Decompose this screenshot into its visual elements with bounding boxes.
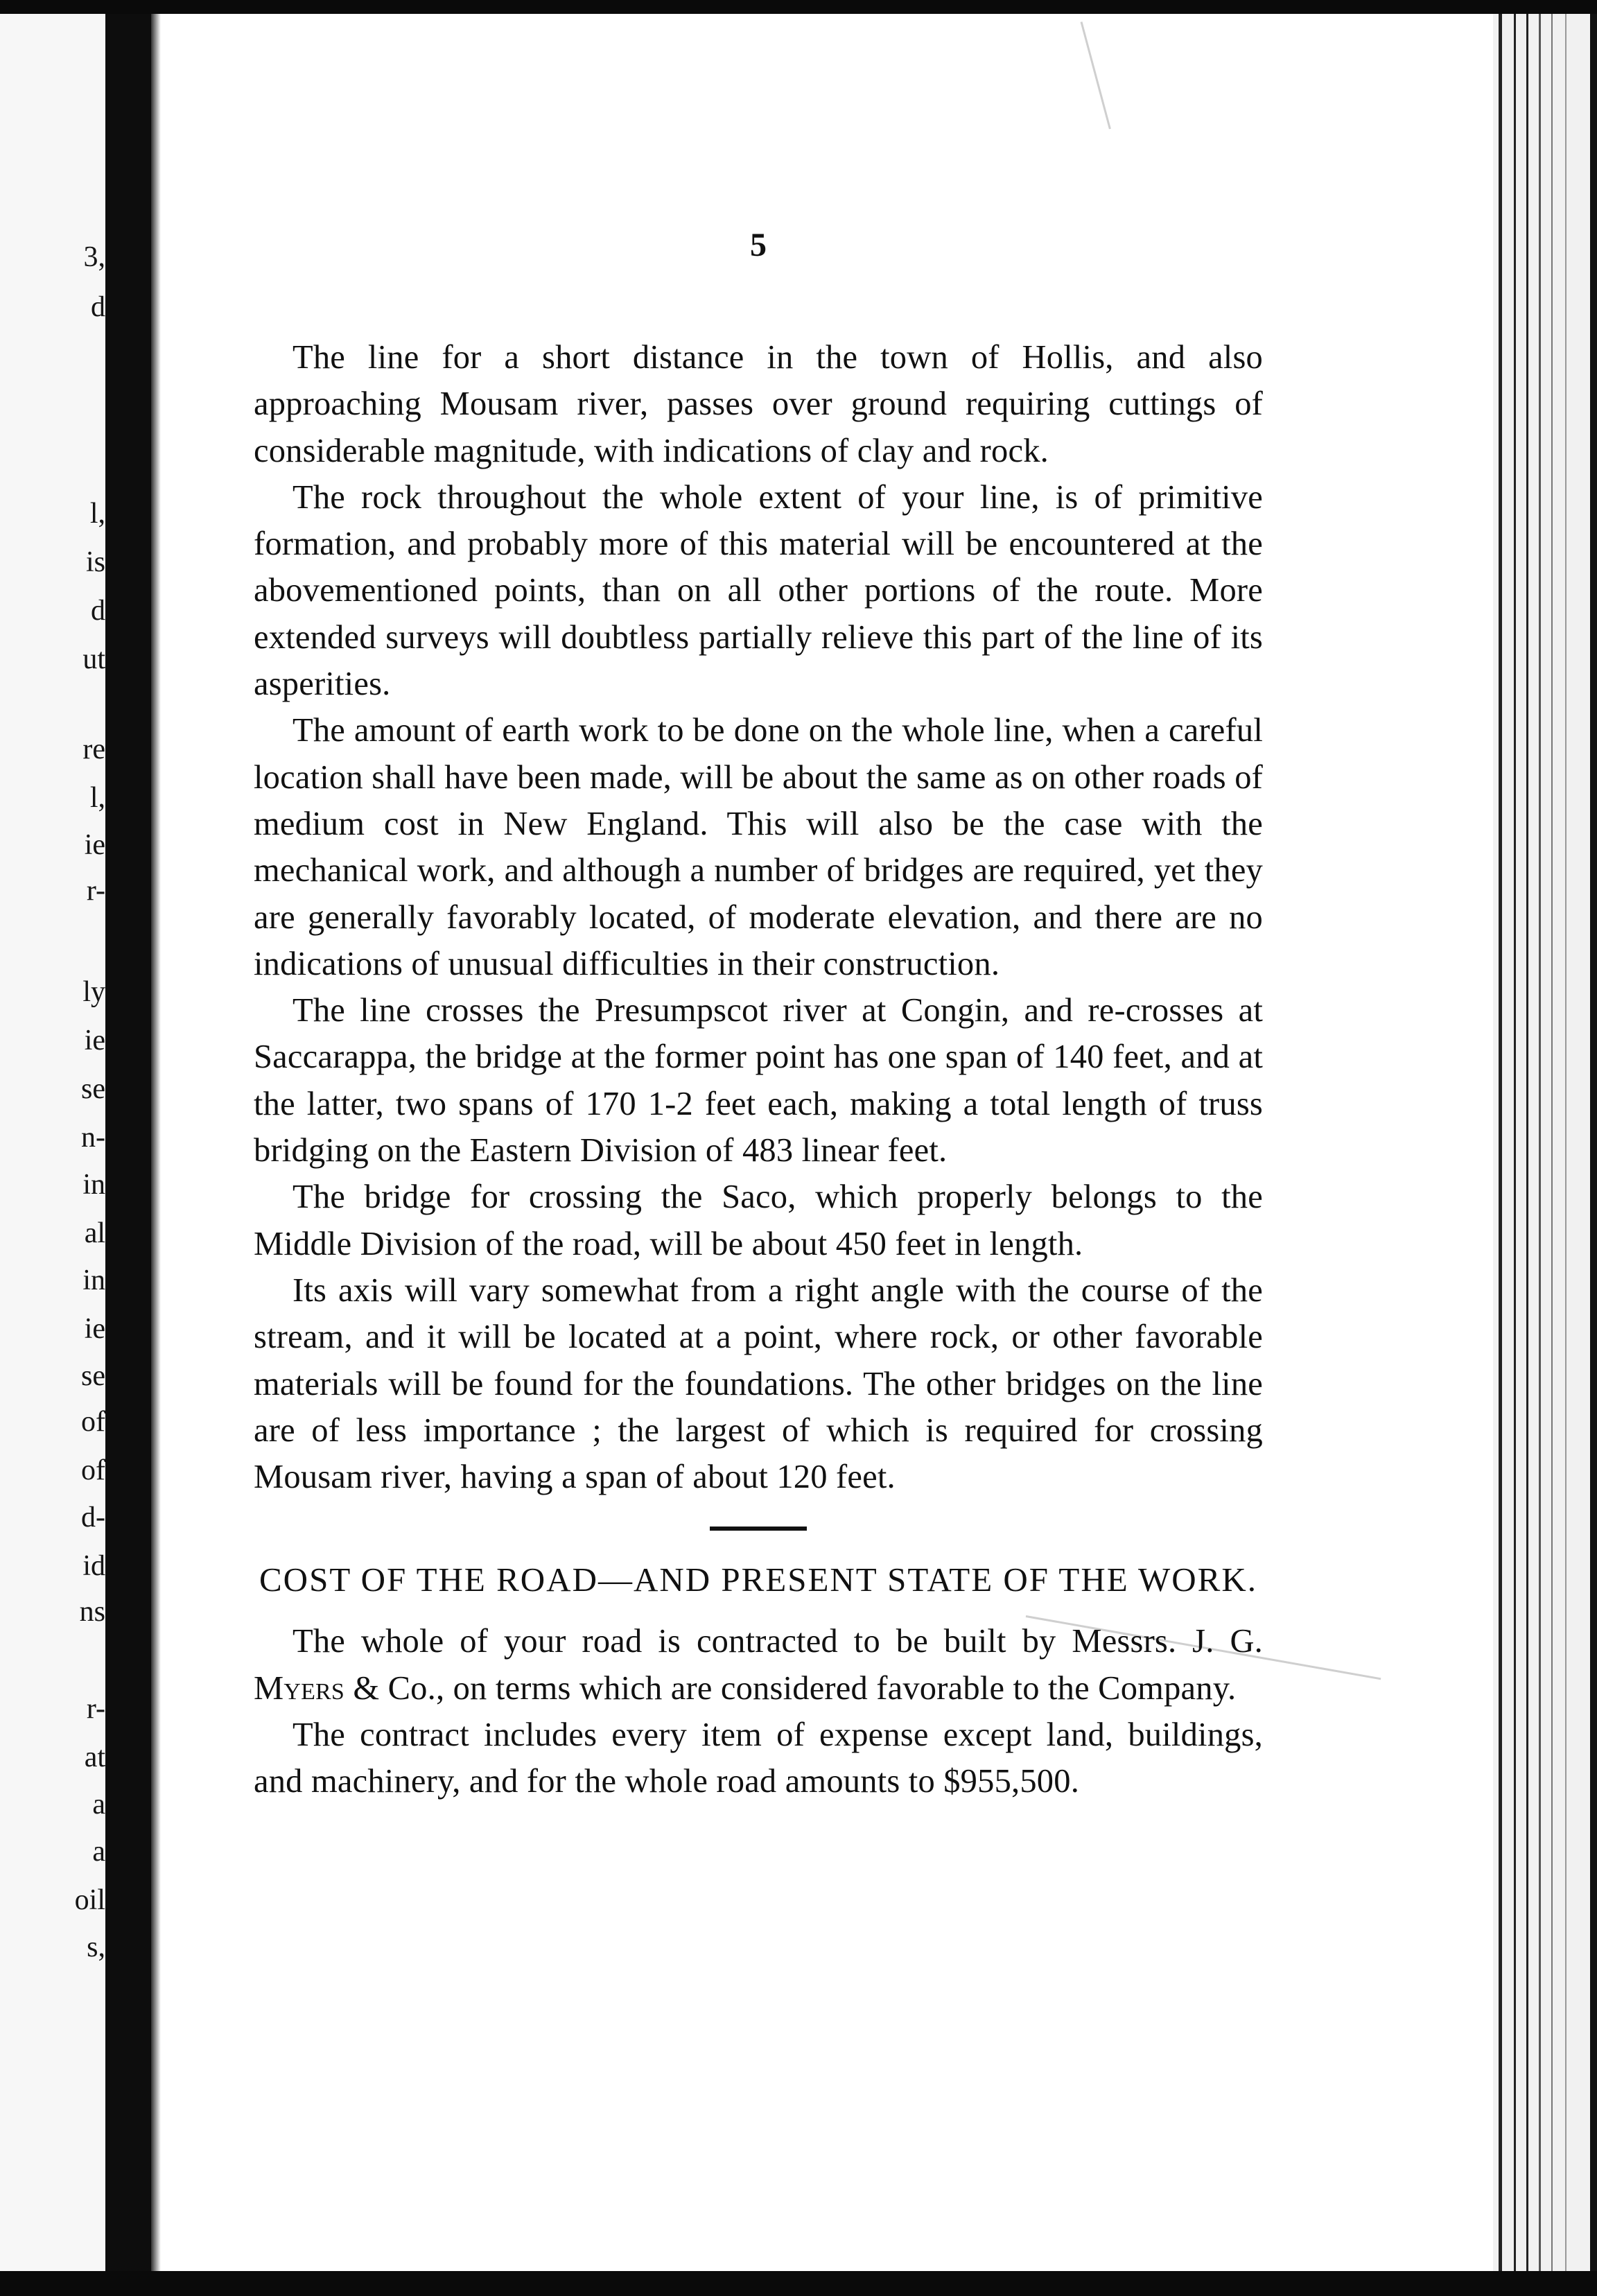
left-fragment: ie	[84, 829, 105, 861]
paragraph: The line for a short distance in the town of Hollis, and also approaching Mousam river, passes over ground requiring cuttings of considerable magnitude, with indications of clay and rock.	[254, 339, 1263, 469]
page-content	[254, 229, 1263, 1805]
left-fragment: d	[91, 595, 105, 627]
left-fragment: is	[85, 546, 105, 578]
left-fragment: r-	[86, 875, 105, 907]
left-fragment: a	[92, 1789, 105, 1820]
left-fragment: r-	[86, 1693, 105, 1725]
left-fragment: ns	[79, 1596, 105, 1628]
contract-text-end: & Co., on terms which are considered favorable to the Company.	[344, 1669, 1237, 1707]
paragraph	[254, 1618, 1263, 1712]
section-divider	[710, 1527, 807, 1531]
paper-crease	[1081, 21, 1111, 129]
left-fragment: s,	[87, 1931, 105, 1963]
contract-text-start: The whole of your road is contracted to be built by Messrs. J. G.	[293, 1623, 1263, 1660]
left-fragment: oil	[74, 1884, 105, 1916]
left-fragment: at	[84, 1741, 105, 1773]
left-fragment: l,	[89, 782, 105, 814]
left-fragment: al	[84, 1217, 105, 1249]
book-gutter	[105, 14, 154, 2271]
left-fragment: ut	[82, 643, 105, 675]
paragraph: The bridge for crossing the Saco, which properly belongs to the Middle Division of the road, will be about 450 feet in length.	[254, 1179, 1263, 1262]
left-fragment: in	[82, 1169, 105, 1201]
left-fragment: n-	[81, 1122, 105, 1154]
left-fragment: of	[81, 1406, 105, 1438]
left-fragment: se	[81, 1360, 105, 1392]
left-fragment: ly	[82, 976, 105, 1008]
paragraph: Its axis will vary somewhat from a right angle with the course of the stream, and it will be located at a point, where rock, or other favorable materials will be found for the foundations. The other bridges on the line are of less importance ; the largest of which is required for crossing Mousam river, having a span of about 120 feet.	[254, 1271, 1263, 1496]
paragraph: The rock throughout the whole extent of your line, is of primitive formation, and probably more of this material will be encountered at the abovementioned points, than on all other portions of the route. More extended surveys will doubtless partially relieve this part of the line of its asperities.	[254, 478, 1263, 703]
left-fragment: a	[92, 1836, 105, 1868]
facing-page-fragment	[0, 14, 105, 2271]
page-number: 5	[750, 227, 767, 263]
paragraph: The contract includes every item of expense except land, buildings, and machinery, and for the whole road amounts to $955,500.	[254, 1716, 1263, 1800]
bottom-scan-border	[0, 2271, 1597, 2296]
left-fragment: l,	[89, 498, 105, 530]
left-fragment: d-	[81, 1502, 105, 1533]
left-fragment: in	[82, 1264, 105, 1296]
contractor-name: Myers	[254, 1669, 345, 1707]
page-edges	[1493, 14, 1597, 2271]
left-fragment: se	[81, 1073, 105, 1105]
left-fragment: ie	[84, 1025, 105, 1056]
left-fragment: ie	[84, 1313, 105, 1345]
left-fragment: re	[82, 733, 105, 765]
left-fragment: d	[91, 291, 105, 323]
left-fragment: id	[82, 1550, 105, 1582]
section-heading: COST OF THE ROAD—AND PRESENT STATE OF THE WORK.	[259, 1560, 1257, 1599]
paragraph: The line crosses the Presumpscot river at Congin, and re-crosses at Saccarappa, the bridge at the former point has one span of 140 feet, and at the latter, two spans of 170 1-2 feet each, making a total length of truss bridging on the Eastern Division of 483 linear feet.	[254, 992, 1263, 1169]
left-fragment: of	[81, 1454, 105, 1486]
paragraph: The amount of earth work to be done on the whole line, when a careful location shall have been made, will be about the same as on other roads of medium cost in New England. This will also be the case with the mechanical work, and although a number of bridges are required, yet they are generally favorably located, of moderate elevation, and there are no indications of unusual difficulties in their construction.	[254, 712, 1263, 982]
top-scan-border	[0, 0, 1597, 14]
left-fragment: 3,	[83, 241, 105, 273]
